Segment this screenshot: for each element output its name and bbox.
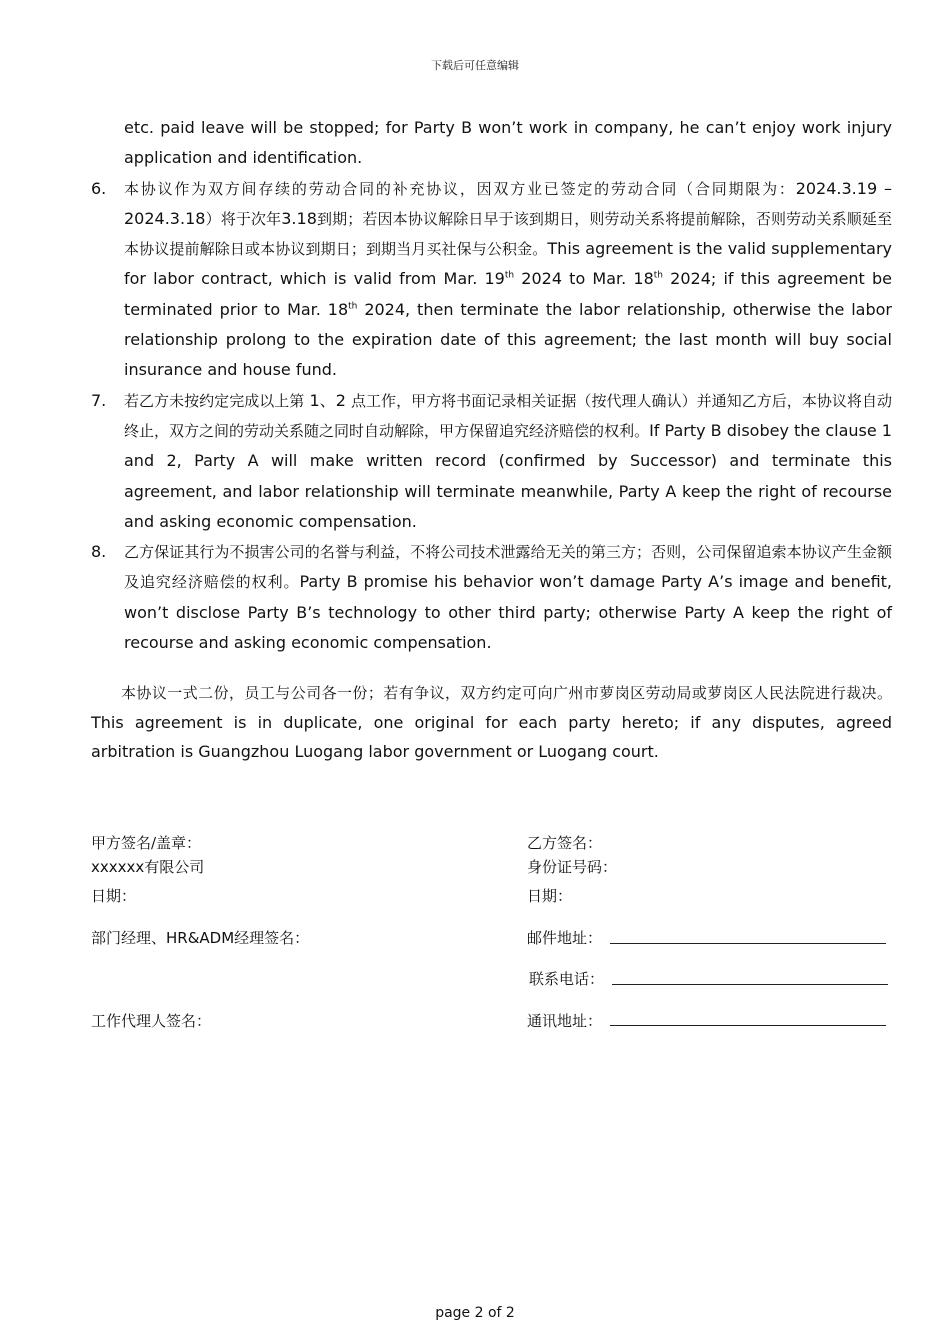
party-a-date-label: 日期： [91,887,137,905]
party-b-date-label: 日期： [527,887,573,905]
company-name [91,856,204,877]
clause-cn: 若乙方未按约定完成以上第 [124,391,305,410]
closing-en: This agreement is in duplicate, one original for each party hereto; if any disputes, agreed arbitration is Guangzhou Luogang labor government or Luogang court. [91,713,892,761]
party-a-signature-label: 甲方签名/盖章： [91,834,202,852]
superscript: th [653,271,663,282]
superscript: th [504,271,515,282]
page-footer: page 2 of 2 [435,1305,515,1321]
manager-signature-label [91,927,309,948]
phone-line [612,984,888,985]
email-label: 邮件地址： [527,929,603,947]
address-label: 通讯地址： [527,1012,603,1030]
clause-en: 2024 to Mar. 18 [514,269,654,289]
clause-cn: ）将于次年 [205,209,282,228]
clause-en: 2024, then terminate the labor relationship, otherwise the labor relationship prolong to the expiration date of this agreement; the last month will buy social insurance and house fund. [124,299,892,380]
clause-list [91,113,892,658]
address-line [610,1025,886,1026]
manager-label-c: 经理签名： [234,929,310,947]
clause-number: 6. [91,178,107,198]
clause-6 [91,174,892,386]
agent-signature-label: 工作代理人签名： [91,1012,212,1030]
closing-paragraph [91,678,892,766]
superscript: th [348,301,358,312]
company-suffix: 有限公司 [144,858,205,876]
clause-8 [91,537,892,658]
clause-number: 7. [91,390,107,410]
clause-cn: 点工作，甲方将书面记录相关证据（按代理人确认）并通知乙方后，本协议将自动终止，双方之间的劳动关系随之同时自动解除，甲方保留追究经济赔偿的权利。 [124,391,892,440]
manager-label-b: HR&ADM [166,929,235,947]
clause-en: Party B promise his behavior won’t damage Party A’s image and benefit, won’t disclose Party B’s technology to other third party; otherwise Party A keep the right of recourse and asking economic compensation. [124,572,892,653]
clause-en: 3.18 [281,208,317,228]
phone-label: 联系电话： [529,970,605,988]
clause-cn: 本协议作为双方间存续的劳动合同的补充协议，因双方业已签定的劳动合同（合同期限为： [124,179,796,198]
clause-number: 8. [91,542,107,562]
clause-en: This agreement is the valid supplementary for labor contract, which is valid from Mar. 19 [124,239,892,289]
id-number-label: 身份证号码： [527,858,618,876]
clause-7 [91,386,892,537]
clause-cn: 乙方保证其行为不损害公司的名誉与利益，不将公司技术泄露给无关的第三方；否则，公司保留追索本协议产生金额及追究经济赔偿的权利。 [124,543,892,592]
manager-label-a: 部门经理、 [91,929,167,947]
clause-continuation [91,113,892,174]
clause-en: 2024; if this agreement be terminated prior to Mar. 18 [124,269,892,319]
email-line [610,943,886,944]
clause-text: etc. paid leave will be stopped; for Party B won’t work in company, he can’t enjoy work injury application and identification. [124,118,892,168]
page-header: 下载后可任意编辑 [431,59,519,72]
closing-cn: 本协议一式二份，员工与公司各一份；若有争议，双方约定可向广州市萝岗区劳动局或萝岗区人民法院进行裁决。 [121,684,892,702]
clause-en: If Party B disobey the clause 1 and 2, Party A will make written record (confirmed by Successor) and terminate this agreement, and labor relationship will terminate meanwhile, Party A keep the right of recourse and asking economic compensation. [124,420,892,531]
clause-cn: 到期；若因本协议解除日早于该到期日，则劳动关系将提前解除，否则劳动关系顺延至本协议提前解除日或本协议到期日；到期当月买社保与公积金。 [124,209,892,259]
clause-en: 2024.3.19 – 2024.3.18 [124,178,892,228]
company-prefix: xxxxxx [91,858,145,876]
party-b-signature-label: 乙方签名： [527,834,603,852]
clause-en: 1、2 [304,390,351,410]
